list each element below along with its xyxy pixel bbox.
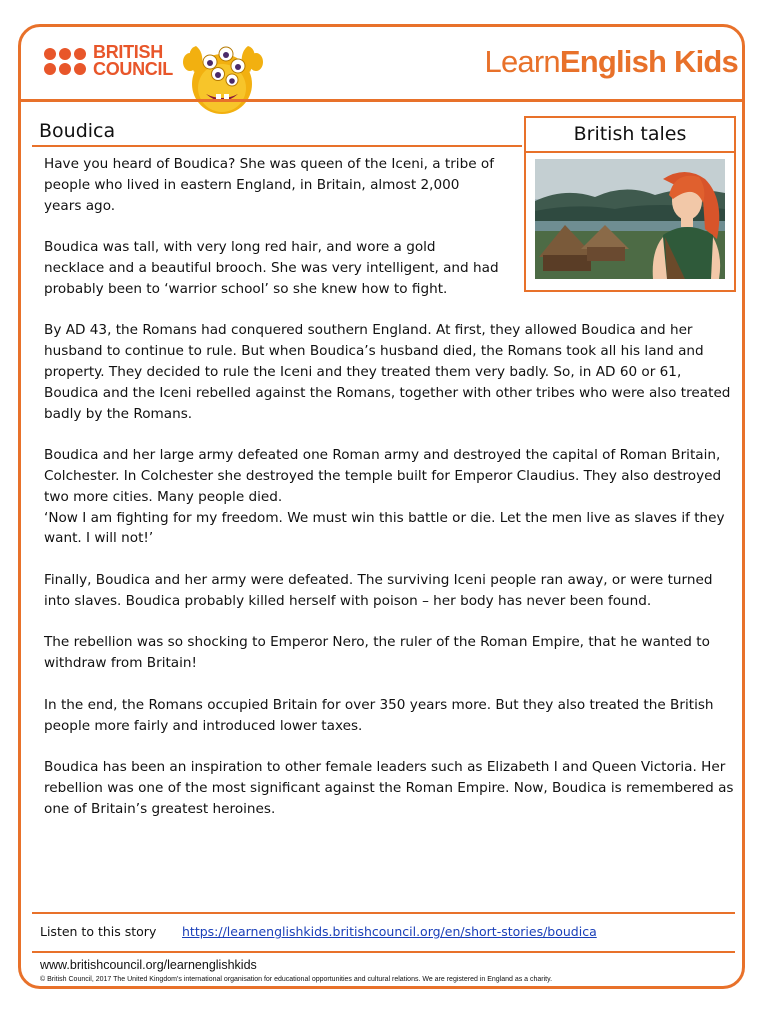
learnenglish-kids-logo [485, 44, 738, 80]
story-paragraph: In the end, the Romans occupied Britain for over 350 years more. But they also treated the British people more fairly and introduced lower taxes. [44, 696, 714, 734]
footer-divider-bottom [32, 951, 735, 953]
logo-english-kids: English Kids [559, 44, 738, 79]
copyright-notice: © British Council, 2017 The United Kingdom’s international organisation for educational opportunities and cultural relations. We are registered in England as a charity. [40, 976, 553, 983]
logo-dots-icon [44, 48, 86, 75]
british-council-logo [44, 44, 173, 78]
story-title: Boudica [39, 120, 116, 142]
story-paragraph: Have you heard of Boudica? She was queen of the Iceni, a tribe of people who lived in eastern England, in Britain, almost 2,000 years ago. [44, 156, 495, 214]
website-address: www.britishcouncil.org/learnenglishkids [40, 958, 257, 972]
story-paragraph: Boudica and her large army defeated one Roman army and destroyed the capital of Roman Britain, Colchester. In Colchester she destroyed the temple built for Emperor Claudius. They also destroyed two more cities. Many people died. [44, 447, 722, 505]
footer-divider-top [32, 912, 735, 914]
story-paragraph: The rebellion was so shocking to Emperor Nero, the ruler of the Roman Empire, that he wanted to withdraw from Britain! [44, 634, 710, 672]
story-quote: ‘Now I am fighting for my freedom. We must win this battle or die. Let the men live as slaves if they want. I will not!’ [44, 509, 725, 547]
monster-mascot-icon [176, 32, 268, 118]
header-divider [20, 99, 743, 102]
logo-learn: Learn [484, 44, 560, 79]
story-paragraph: Finally, Boudica and her army were defeated. The surviving Iceni people ran away, or were turned into slaves. Boudica probably killed herself with poison – her body has never been found. [44, 571, 713, 609]
brand-line-1: BRITISH [93, 42, 163, 62]
story-paragraph: Boudica was tall, with very long red hair, and wore a gold necklace and a beautiful brooch. She was very intelligent, and had probably been to ‘warrior school’ so she knew how to fight. [44, 239, 499, 297]
listen-label: Listen to this story [40, 924, 157, 939]
story-paragraph: By AD 43, the Romans had conquered southern England. At first, they allowed Boudica and her husband to continue to rule. But when Boudica’s husband died, the Romans took all his land and property. They decided to rule the Iceni and they treated them very badly. So, in AD 60 or 61, Boudica and the Iceni rebelled against the Romans, together with other tribes who were also treated badly by the Romans. [44, 322, 731, 422]
brand-line-2: COUNCIL [93, 59, 173, 79]
title-underline [32, 145, 522, 147]
story-body [44, 154, 734, 840]
listen-story-link[interactable]: https://learnenglishkids.britishcouncil.org/en/short-stories/boudica [182, 924, 597, 939]
category-label: British tales [526, 118, 734, 153]
story-paragraph: Boudica has been an inspiration to other female leaders such as Elizabeth I and Queen Victoria. Her rebellion was one of the most significant against the Roman Empire. Now, Boudica is remembered as one of Britain’s greatest heroines. [44, 759, 734, 817]
